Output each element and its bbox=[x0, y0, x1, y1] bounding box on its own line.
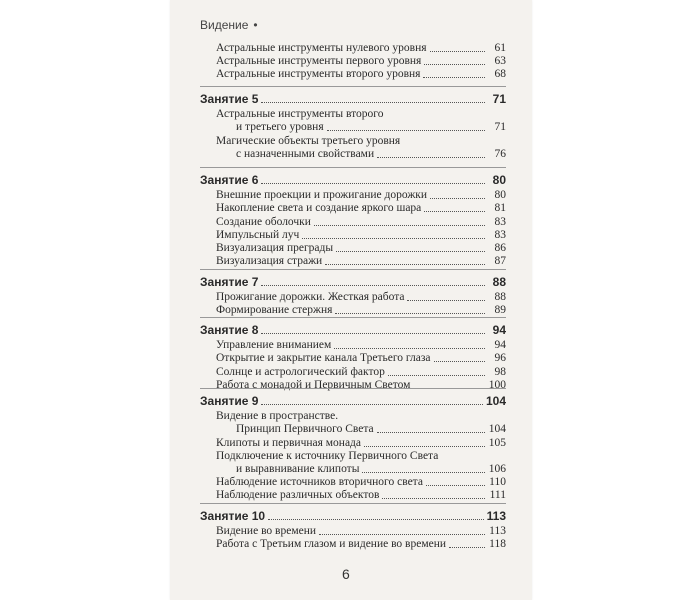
dot-leader bbox=[261, 333, 485, 334]
toc-page-number: 104 bbox=[488, 423, 506, 436]
dot-leader bbox=[268, 519, 484, 520]
toc-page-number: 104 bbox=[485, 394, 506, 408]
dot-leader bbox=[261, 102, 485, 103]
dot-leader bbox=[382, 498, 485, 499]
toc-entry-title: Импульсный луч bbox=[216, 228, 300, 241]
toc-entry bbox=[216, 254, 506, 268]
header-bullet: • bbox=[253, 18, 258, 32]
toc-page-number: 81 bbox=[494, 202, 506, 215]
toc-entry-title: и третьего уровня bbox=[236, 121, 324, 134]
toc-page-number: 94 bbox=[492, 323, 506, 337]
toc-page-number: 118 bbox=[489, 538, 506, 551]
toc-page-number: 105 bbox=[488, 436, 506, 449]
toc-entry-title: Занятие 8 bbox=[200, 323, 259, 337]
dot-leader bbox=[334, 348, 485, 349]
toc-entry-title: Астральные инструменты второго уровня bbox=[216, 68, 421, 81]
toc-entry bbox=[216, 524, 506, 538]
toc-entry-title: Видение во времени bbox=[216, 525, 317, 538]
toc-entry-title: Визуализация стражи bbox=[216, 255, 323, 268]
lesson-divider bbox=[200, 167, 506, 168]
toc-page-number: 98 bbox=[494, 365, 506, 378]
toc-page-number: 87 bbox=[494, 255, 506, 268]
toc-entry-first-line: Подключение к источнику Первичного Света bbox=[216, 449, 439, 462]
toc-entry bbox=[216, 290, 506, 304]
toc-page-number: 71 bbox=[494, 121, 506, 134]
toc-entry bbox=[216, 537, 506, 551]
header-section: Видение bbox=[200, 18, 249, 32]
toc-entry-title: Занятие 5 bbox=[200, 92, 259, 106]
toc-page-number: 63 bbox=[494, 55, 506, 68]
toc-entry-title: Работа с монадой и Первичным Светом bbox=[216, 378, 411, 391]
toc-entry bbox=[216, 188, 506, 202]
toc-page-number: 113 bbox=[489, 525, 506, 538]
toc-page-number: 106 bbox=[488, 463, 506, 475]
toc-entry-first-line: Магические объекты третьего уровня bbox=[216, 134, 401, 147]
toc-entry-title: Визуализация преграды bbox=[216, 242, 334, 254]
page-number: 6 bbox=[342, 566, 350, 582]
toc-entry-title: Прожигание дорожки. Жесткая работа bbox=[216, 291, 405, 304]
dot-leader bbox=[430, 51, 485, 52]
toc-entry bbox=[216, 201, 506, 215]
lesson-divider bbox=[200, 317, 506, 318]
dot-leader bbox=[261, 404, 483, 405]
dot-leader bbox=[430, 198, 485, 199]
toc-entry bbox=[216, 41, 506, 55]
toc-entry bbox=[236, 462, 506, 476]
lesson-heading bbox=[200, 275, 506, 289]
dot-leader bbox=[388, 375, 485, 376]
toc-entry-title: Открытие и закрытие канала Третьего глаза bbox=[216, 352, 431, 365]
dot-leader bbox=[426, 485, 485, 486]
toc-entry-title: Астральные инструменты нулевого уровня bbox=[216, 42, 427, 54]
toc-entry-title: Формирование стержня bbox=[216, 304, 333, 317]
dot-leader bbox=[362, 472, 485, 473]
toc-entry bbox=[216, 67, 506, 81]
toc-page-number: 94 bbox=[494, 339, 506, 352]
lesson-heading bbox=[200, 173, 506, 187]
dot-leader bbox=[261, 183, 485, 184]
dot-leader bbox=[302, 238, 485, 239]
toc-entry-title: и выравнивание клипоты bbox=[236, 463, 360, 475]
toc-entry bbox=[236, 120, 506, 134]
dot-leader bbox=[407, 300, 485, 301]
toc-page-number: 80 bbox=[492, 173, 506, 187]
toc-entry-title: Занятие 10 bbox=[200, 509, 266, 523]
toc-entry bbox=[216, 303, 506, 317]
toc-entry-title: Работа с Третьим глазом и видение во времени bbox=[216, 538, 447, 551]
toc-page-number: 88 bbox=[492, 275, 506, 289]
toc-page-number: 110 bbox=[489, 476, 506, 489]
toc-entry-title: Накопление света и создание яркого шара bbox=[216, 202, 422, 215]
dot-leader bbox=[319, 534, 485, 535]
toc-page-number: 113 bbox=[486, 509, 506, 523]
toc-page-number: 80 bbox=[494, 189, 506, 202]
toc-entry bbox=[216, 228, 506, 242]
toc-entry bbox=[216, 241, 506, 255]
toc-page-number: 88 bbox=[494, 291, 506, 304]
toc-entry bbox=[216, 365, 506, 379]
dot-leader bbox=[377, 157, 485, 158]
lesson-divider bbox=[200, 503, 506, 504]
toc-page-number: 83 bbox=[494, 215, 506, 228]
dot-leader bbox=[364, 446, 485, 447]
toc-entry-title: Внешние проекции и прожигание дорожки bbox=[216, 189, 428, 202]
toc-page-number: 61 bbox=[494, 42, 506, 54]
toc-entry-title: Астральные инструменты первого уровня bbox=[216, 55, 422, 68]
dot-leader bbox=[325, 264, 485, 265]
toc-page-number: 68 bbox=[494, 68, 506, 81]
toc-entry bbox=[216, 215, 506, 229]
dot-leader bbox=[261, 285, 485, 286]
toc-page-number: 96 bbox=[494, 352, 506, 365]
toc-entry-title: Занятие 9 bbox=[200, 394, 259, 408]
lesson-heading bbox=[200, 509, 506, 523]
lesson-heading bbox=[200, 394, 506, 408]
toc-page-number: 100 bbox=[488, 378, 506, 391]
lesson-divider bbox=[200, 269, 506, 270]
toc-entry-title: Наблюдение различных объектов bbox=[216, 489, 380, 502]
toc-entry-first-line: Видение в пространстве. bbox=[216, 410, 339, 423]
toc-entry-title: Клипоты и первичная монада bbox=[216, 436, 362, 449]
toc-page-number: 86 bbox=[494, 242, 506, 254]
dot-leader bbox=[423, 77, 485, 78]
toc-entry-title: Управление вниманием bbox=[216, 339, 332, 352]
dot-leader bbox=[314, 225, 485, 226]
toc-page-number: 83 bbox=[494, 228, 506, 241]
toc-entry bbox=[216, 436, 506, 450]
toc-page-number: 111 bbox=[489, 489, 506, 502]
dot-leader bbox=[434, 361, 485, 362]
toc-entry bbox=[216, 54, 506, 68]
toc-entry bbox=[216, 378, 506, 392]
toc-page-number: 76 bbox=[494, 147, 506, 160]
toc-entry-title: Занятие 7 bbox=[200, 275, 259, 289]
toc-entry bbox=[236, 422, 506, 436]
toc-page-number: 89 bbox=[494, 304, 506, 317]
toc-entry bbox=[236, 147, 506, 161]
lesson-divider bbox=[200, 86, 506, 87]
dot-leader bbox=[424, 211, 485, 212]
dot-leader bbox=[336, 251, 485, 252]
dot-leader bbox=[377, 432, 485, 433]
toc-entry-title: Принцип Первичного Света bbox=[236, 423, 374, 436]
toc-entry-title: Занятие 6 bbox=[200, 173, 259, 187]
toc-entry bbox=[216, 488, 506, 502]
toc-entry-first-line: Астральные инструменты второго bbox=[216, 108, 384, 121]
toc-entry-title: Создание оболочки bbox=[216, 215, 311, 228]
dot-leader bbox=[449, 547, 485, 548]
lesson-heading bbox=[200, 323, 506, 337]
running-header bbox=[200, 18, 258, 32]
toc-entry-title: Солнце и астрологический фактор bbox=[216, 365, 385, 378]
toc-entry bbox=[216, 475, 506, 489]
toc-entry-title: с назначенными свойствами bbox=[236, 147, 375, 160]
lesson-heading bbox=[200, 92, 506, 106]
toc-page-number: 71 bbox=[492, 92, 506, 106]
toc-entry-title: Наблюдение источников вторичного света bbox=[216, 476, 423, 489]
toc-entry bbox=[216, 338, 506, 352]
dot-leader bbox=[335, 313, 485, 314]
toc-entry bbox=[216, 351, 506, 365]
dot-leader bbox=[424, 64, 485, 65]
lesson-divider bbox=[200, 388, 506, 389]
dot-leader bbox=[327, 130, 485, 131]
